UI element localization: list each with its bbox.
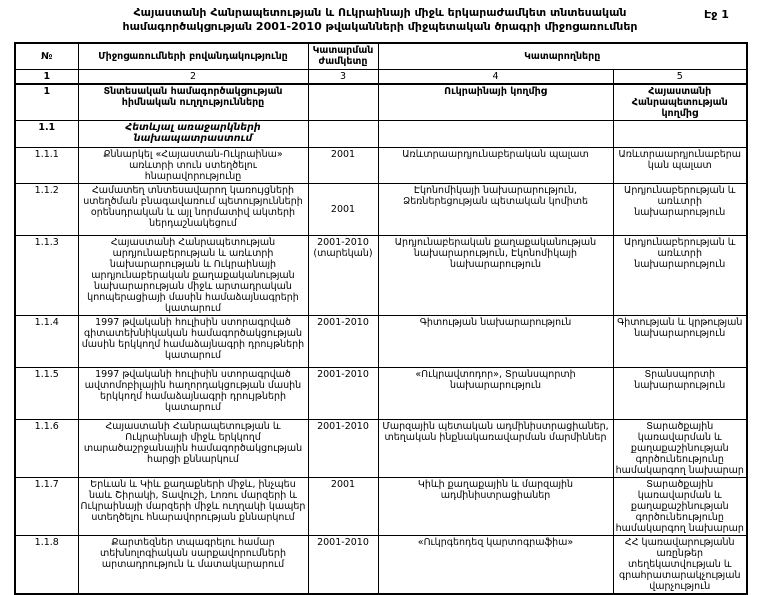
column-number-cell: 1 xyxy=(15,69,78,84)
measure-content-cell: Հայաստանի Հանրապետության արդյունաբերության և առևտրի նախարարության և Ուկրաինայի արդյունաբերական քաղաքականության նախարարության միջև արտադրական կոոպերացիայի մասին համաձայնագրերի կատարում xyxy=(78,235,308,315)
table-header-row xyxy=(15,43,747,69)
column-number-cell: 5 xyxy=(613,69,747,84)
row-number-cell: 1.1.7 xyxy=(15,477,78,535)
header-term: Կատարման ժամկետը xyxy=(308,43,378,69)
term-cell: 2001-2010 xyxy=(308,419,378,477)
term-cell: 2001-2010 xyxy=(308,535,378,594)
section-row-1 xyxy=(15,84,747,121)
column-number-cell: 3 xyxy=(308,69,378,84)
section-title-cell: Տնտեսական համագործակցության հիմնական ուղղությունները xyxy=(78,84,308,121)
term-cell: 2001 xyxy=(308,147,378,183)
armenia-executor-cell: ՀՀ կառավարությանն առընթեր տեղեկատվության և գրահրատարակչության վարչություն xyxy=(613,535,747,594)
table-row xyxy=(15,367,747,419)
ukraine-side-header: Ուկրաինայի կողմից xyxy=(378,84,613,121)
ukraine-executor-cell: Էկոնոմիկայի նախարարություն, Ձեռներեցության պետական կոմիտե xyxy=(378,183,613,235)
row-number-cell: 1.1.8 xyxy=(15,535,78,594)
row-number-cell: 1.1.5 xyxy=(15,367,78,419)
armenia-executor-cell: Տրանսպորտի նախարարություն xyxy=(613,367,747,419)
section-subtitle-cell: Հետևյալ առաջարկների նախապատրաստում xyxy=(78,120,308,147)
measure-content-cell: Երևան և Կիև քաղաքների միջև, ինչպես նաև Շիրակի, Տավուշի, Լոռու մարզերի և Ուկրաինայի մարզերի միջև ուղղակի կապեր ստեղծելու հնարավորության քննարկում xyxy=(78,477,308,535)
measures-table xyxy=(14,42,748,595)
table-row xyxy=(15,419,747,477)
term-cell: 2001-2010 xyxy=(308,367,378,419)
measure-content-cell: Քննարկել «Հայաստան-Ուկրաինա» առևտրի տուն ստեղծելու հնարավորությունը xyxy=(78,147,308,183)
term-cell: 2001 xyxy=(308,477,378,535)
row-number-cell: 1 xyxy=(15,84,78,121)
empty-cell xyxy=(308,84,378,121)
empty-cell xyxy=(378,120,613,147)
row-number-cell: 1.1 xyxy=(15,120,78,147)
row-number-cell: 1.1.1 xyxy=(15,147,78,183)
ukraine-executor-cell: Առևտրաարդյունաբերական պալատ xyxy=(378,147,613,183)
armenia-executor-cell: Գիտության և կրթության նախարարություն xyxy=(613,315,747,367)
armenia-executor-cell: Տարածքային կառավարման և քաղաքաշինության գործունեությունը համակարգող նախարար xyxy=(613,419,747,477)
table-row xyxy=(15,315,747,367)
table-row xyxy=(15,147,747,183)
armenia-executor-cell: Առևտրաարդյունաբերական պալատ xyxy=(613,147,747,183)
table-row xyxy=(15,535,747,594)
row-number-cell: 1.1.3 xyxy=(15,235,78,315)
column-number-cell: 4 xyxy=(378,69,613,84)
term-cell: 2001-2010 (տարեկան) xyxy=(308,235,378,315)
table-row xyxy=(15,477,747,535)
measure-content-cell: 1997 թվականի հուլիսին ստորագրված ավտոմոբիլային հաղորդակցության մասին երկկողմ համաձայնագրի դրույթների կատարում xyxy=(78,367,308,419)
ukraine-executor-cell: Արդյունաբերական քաղաքականության նախարարություն, Էկոնոմիկայի նախարարություն xyxy=(378,235,613,315)
page-number: Էջ 1 xyxy=(704,8,729,21)
document-title xyxy=(0,6,760,34)
armenia-side-header: Հայաստանի Հանրապետության կողմից xyxy=(613,84,747,121)
measure-content-cell: Քարտեզներ տպագրելու համար տեխնոլոգիական սարքավորումների արտադրություն և մատակարարում xyxy=(78,535,308,594)
measure-content-cell: 1997 թվականի հուլիսին ստորագրված գիտատեխնիկական համագործակցության մասին երկկողմ համաձայնագրի դրույթների կատարում xyxy=(78,315,308,367)
armenia-executor-cell: Տարածքային կառավարման և քաղաքաշինության գործունեությունը համակարգող նախարար xyxy=(613,477,747,535)
term-cell: 2001-2010 xyxy=(308,315,378,367)
header-content: Միջոցառումների բովանդակությունը xyxy=(78,43,308,69)
row-number-cell: 1.1.4 xyxy=(15,315,78,367)
row-number-cell: 1.1.2 xyxy=(15,183,78,235)
armenia-executor-cell: Արդյունաբերության և առևտրի նախարարություն xyxy=(613,235,747,315)
document-title-line2: համագործակցության 2001-2010 թվականների միջպետական ծրագրի միջոցառումներ xyxy=(122,20,638,33)
column-number-cell: 2 xyxy=(78,69,308,84)
measure-content-cell: Հայաստանի Հանրապետության և Ուկրաինայի միջև երկկողմ տարածաշրջանային համագործակցության հարցի քննարկում xyxy=(78,419,308,477)
empty-cell xyxy=(308,120,378,147)
ukraine-executor-cell: Գիտության նախարարություն xyxy=(378,315,613,367)
table-row xyxy=(15,183,747,235)
column-numbers-row xyxy=(15,69,747,84)
table-row xyxy=(15,235,747,315)
document-title-line1: Հայաստանի Հանրապետության և Ուկրաինայի միջև երկարաժամկետ տնտեսական xyxy=(133,6,627,19)
ukraine-executor-cell: «Ուկրավտոդոր», Տրանսպորտի նախարարություն xyxy=(378,367,613,419)
header-executors: Կատարողները xyxy=(378,43,747,69)
section-row-1-1 xyxy=(15,120,747,147)
ukraine-executor-cell: Մարզային պետական ադմինիստրացիաներ, տեղական ինքնակառավարման մարմիններ xyxy=(378,419,613,477)
armenia-executor-cell: Արդյունաբերության և առևտրի նախարարություն xyxy=(613,183,747,235)
empty-cell xyxy=(613,120,747,147)
row-number-cell: 1.1.6 xyxy=(15,419,78,477)
ukraine-executor-cell: Կիևի քաղաքային և մարզային ադմինիստրացիաներ xyxy=(378,477,613,535)
term-cell: 2001 xyxy=(308,183,378,235)
header-number: № xyxy=(15,43,78,69)
measure-content-cell: Համատեղ տնտեսավարող կառույցների ստեղծման բնագավառում պետությունների օրենսդրական և այլ նորմատիվ ակտերի ներդաշնակեցում xyxy=(78,183,308,235)
ukraine-executor-cell: «Ուկրգեոդեզ կարտոգրաֆիա» xyxy=(378,535,613,594)
